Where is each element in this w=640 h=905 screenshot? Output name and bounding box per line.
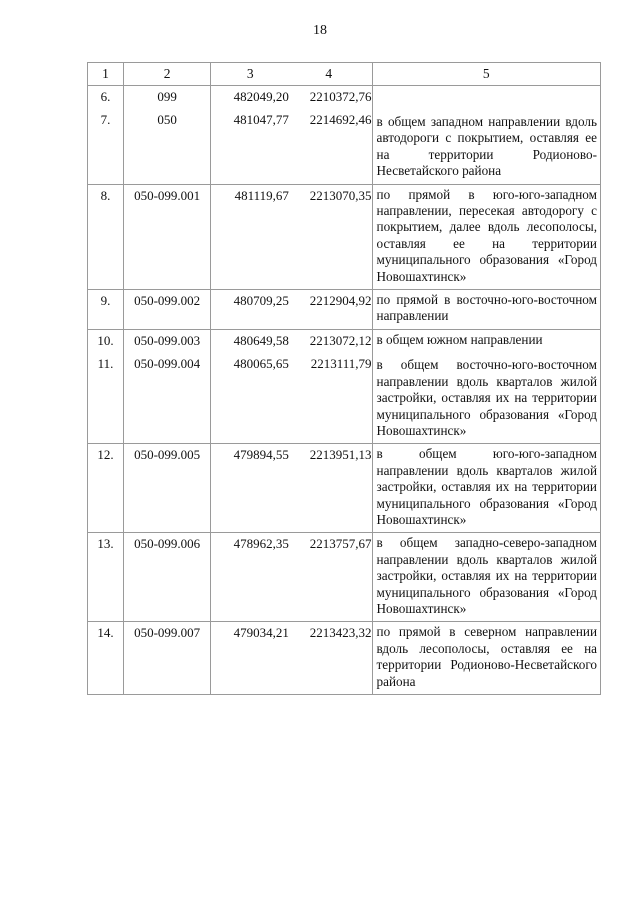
- header-col-4: 4: [325, 66, 333, 81]
- point-cell: 050-099.004: [134, 355, 201, 371]
- header-col-5: 5: [372, 63, 600, 86]
- y-coord: 2214692,46: [309, 112, 372, 127]
- point-cell: 050-099.007: [134, 625, 201, 641]
- y-coord: 2213111,79: [310, 355, 372, 371]
- num-cell: 13.: [97, 536, 114, 552]
- num-cell: 12.: [97, 447, 114, 463]
- x-coord: 481047,77: [233, 112, 289, 127]
- description-line: в общем восточно-юго-восточном направлении вдоль кварталов жилой застройки, оставляя их на территории муниципального образования «Город Новошахтинск»: [376, 357, 597, 438]
- y-coord: 2213070,35: [309, 187, 372, 203]
- num-cell: 8.: [100, 187, 111, 203]
- description-cell: по прямой в восточно-юго-восточном направлении: [372, 290, 600, 330]
- x-coord: 480065,65: [233, 355, 289, 371]
- table-row: [88, 86, 601, 185]
- x-coord: 479034,21: [233, 625, 289, 641]
- table-row: [88, 329, 601, 443]
- num-cell: 10.: [97, 332, 114, 348]
- num-cell: 9.: [100, 293, 111, 309]
- x-coord: 480649,58: [233, 332, 289, 348]
- description-cell: по прямой в юго-юго-западном направлении, пересекая автодорогу с покрытием, далее вдоль лесополосы, оставляя ее на территории муниципального образования «Город Новошахтинск»: [372, 184, 600, 289]
- y-coord: 2213423,32: [309, 625, 372, 641]
- point-cell: 050-099.001: [134, 187, 201, 203]
- table-row: [88, 444, 601, 533]
- table-row: [88, 533, 601, 622]
- table-row: [88, 290, 601, 330]
- description-cell: [372, 329, 600, 443]
- x-coord: 479894,55: [233, 447, 289, 463]
- description-cell: в общем западно-северо-западном направлении вдоль кварталов жилой застройки, оставляя их на территории муниципального образования «Город Новошахтинск»: [372, 533, 600, 622]
- header-col-3: 3: [246, 66, 254, 81]
- header-col-2: 2: [124, 63, 211, 86]
- header-col-3-4: [211, 63, 372, 86]
- header-col-1: 1: [88, 63, 124, 86]
- y-coord: 2213951,13: [309, 447, 372, 463]
- coords-cell: [211, 86, 372, 185]
- description-cell: в общем юго-юго-западном направлении вдоль кварталов жилой застройки, оставляя их на территории муниципального образования «Город Новошахтинск»: [372, 444, 600, 533]
- y-coord: 2213757,67: [309, 536, 372, 552]
- y-coord: 2213072,12: [309, 332, 372, 348]
- x-coord: 478962,35: [233, 536, 289, 552]
- x-coord: 482049,20: [233, 89, 289, 104]
- description-line: в общем южном направлении: [376, 331, 543, 347]
- point-cell: 050-099.002: [134, 293, 201, 309]
- num-cell: 14.: [97, 625, 114, 641]
- page-number: 18: [313, 23, 327, 38]
- point-cell: 099 050: [124, 86, 211, 185]
- point-cell: 050-099.006: [134, 536, 201, 552]
- x-coord: 481119,67: [234, 187, 289, 203]
- description-cell: по прямой в северном направлении вдоль лесополосы, оставляя ее на территории Родионово-Несветайского района: [372, 622, 600, 695]
- num-cell: 6. 7.: [88, 86, 124, 185]
- x-coord: 480709,25: [233, 293, 289, 309]
- y-coord: 2212904,92: [309, 293, 372, 309]
- boundary-table: [87, 62, 601, 695]
- table-row: [88, 622, 601, 695]
- description-cell: в общем западном направлении вдоль автодороги с покрытием, оставляя ее на территории Родионово-Несветайского района: [372, 86, 600, 185]
- table-row: [88, 184, 601, 289]
- table-header-row: [88, 63, 601, 86]
- point-cell: 050-099.003: [134, 332, 201, 348]
- y-coord: 2210372,76: [309, 89, 372, 104]
- point-cell: 050-099.005: [134, 447, 201, 463]
- num-cell: 11.: [97, 355, 114, 371]
